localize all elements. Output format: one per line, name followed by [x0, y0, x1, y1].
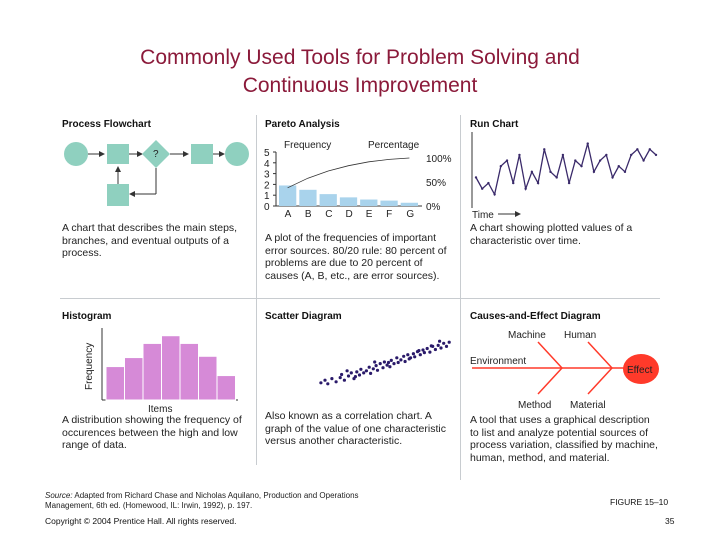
run-chart-point [562, 154, 564, 156]
scatter-point [372, 367, 375, 370]
flowchart-end-node [225, 142, 249, 166]
pareto-cumulative-line [288, 158, 410, 188]
pareto-title: Pareto Analysis [265, 119, 340, 130]
scatter-point [335, 380, 338, 383]
cause-material-label: Material [570, 400, 606, 411]
histogram-bar [106, 367, 125, 400]
pareto-bar [401, 203, 418, 206]
run-chart-point [642, 159, 644, 161]
histogram-bar [143, 343, 162, 400]
scatter-point [419, 353, 422, 356]
cause-environment-label: Environment [470, 356, 527, 367]
run-chart-point [487, 182, 489, 184]
cause-human-bone [588, 342, 612, 368]
scatter-point [359, 368, 362, 371]
scatter-point [412, 352, 415, 355]
flowchart-process-step [191, 144, 213, 164]
pareto-percentage-tick: 50% [426, 178, 447, 189]
run-chart-point [481, 188, 483, 190]
slide-title-line-1: Commonly Used Tools for Problem Solving and [140, 46, 580, 69]
histogram-bar [180, 343, 199, 400]
scatter-point [434, 348, 437, 351]
pareto-y-tick: 5 [264, 148, 270, 159]
run-chart-point [500, 165, 502, 167]
run-chart-point [624, 171, 626, 173]
pareto-description: A plot of the frequencies of important error sources. 80/20 rule: 80 percent of problems are due to 20 percent of causes (A, B, etc., are error sources). [265, 232, 447, 282]
pareto-category-label: G [406, 209, 415, 220]
scatter-point [339, 376, 342, 379]
histogram-y-label: Frequency [84, 342, 95, 390]
pareto-bar [299, 190, 316, 206]
scatter-point [379, 362, 382, 365]
scatter-point [319, 381, 322, 384]
pareto-chart [262, 134, 458, 220]
scatter-point [346, 369, 349, 372]
run-chart-title: Run Chart [470, 119, 519, 130]
scatter-description: Also known as a correlation chart. A graph of the value of one characteristic versus another characteristic. [265, 410, 446, 447]
run-chart-point [574, 159, 576, 161]
scatter-point [343, 379, 346, 382]
pareto-category-label: D [345, 209, 353, 220]
pareto-percentage-tick: 0% [426, 202, 441, 213]
scatter-point [350, 371, 353, 374]
scatter-point [347, 374, 350, 377]
run-chart-point [636, 148, 638, 150]
scatter-point [355, 370, 358, 373]
cause-machine-bone [538, 342, 562, 368]
pareto-category-label: C [325, 209, 333, 220]
slide-title-line-2: Continuous Improvement [242, 74, 478, 97]
run-chart-point [524, 188, 526, 190]
scatter-point [365, 369, 368, 372]
scatter-point [404, 360, 407, 363]
pareto-bar [380, 201, 397, 206]
scatter-point [402, 355, 405, 358]
run-chart-point [537, 182, 539, 184]
run-chart-time-label: Time [472, 210, 494, 221]
histogram-title: Histogram [62, 311, 112, 322]
run-chart-point [655, 154, 657, 156]
scatter-point [439, 346, 442, 349]
scatter-point [323, 379, 326, 382]
scatter-point [387, 361, 390, 364]
cause-effect-diagram [468, 322, 662, 416]
scatter-point [383, 360, 386, 363]
run-chart-point [549, 171, 551, 173]
scatter-point [442, 342, 445, 345]
run-chart-point [518, 154, 520, 156]
scatter-point [438, 340, 441, 343]
scatter-point [428, 351, 431, 354]
pareto-category-label: A [284, 209, 292, 220]
run-chart-point [611, 176, 613, 178]
scatter-point [362, 371, 365, 374]
scatter-title: Scatter Diagram [265, 311, 342, 322]
scatter-point [373, 360, 376, 363]
pareto-frequency-label: Frequency [284, 140, 332, 151]
histogram-bar [162, 336, 181, 400]
scatter-point [413, 355, 416, 358]
pareto-bar [279, 185, 296, 206]
pareto-percentage-tick: 100% [426, 154, 452, 165]
histogram-bar [125, 358, 144, 400]
run-chart-point [649, 148, 651, 150]
run-chart-point [555, 176, 557, 178]
run-chart-point [475, 176, 477, 178]
scatter-point [406, 353, 409, 356]
histogram-bar [199, 356, 218, 400]
scatter-point [326, 382, 329, 385]
pareto-category-label: B [304, 209, 312, 220]
run-chart-point [531, 171, 533, 173]
pareto-category-label: F [386, 209, 393, 220]
copyright: Copyright © 2004 Prentice Hall. All rights reserved. [45, 516, 237, 526]
run-chart-point [605, 154, 607, 156]
histogram-bar [217, 376, 236, 400]
scatter-point [395, 356, 398, 359]
pareto-y-tick: 3 [264, 169, 270, 181]
flowchart-decision-label: ? [153, 149, 159, 160]
run-chart-point [630, 154, 632, 156]
slide-title [60, 44, 660, 100]
scatter-point [390, 359, 393, 362]
cause-effect-title: Causes-and-Effect Diagram [470, 311, 601, 322]
flowchart-process-step [107, 144, 129, 164]
histogram-chart [62, 322, 252, 414]
scatter-point [340, 373, 343, 376]
source-label: Source: [45, 491, 73, 500]
scatter-point [376, 369, 379, 372]
scatter-point [358, 373, 361, 376]
pareto-category-label: E [365, 209, 373, 220]
flowchart-figure [60, 132, 252, 212]
scatter-point [417, 349, 420, 352]
scatter-point [388, 365, 391, 368]
pareto-percentage-label: Percentage [368, 140, 420, 151]
pareto-y-tick: 1 [264, 191, 270, 203]
scatter-point [430, 344, 433, 347]
pareto-y-tick: 2 [264, 180, 270, 192]
run-chart-point [512, 182, 514, 184]
pareto-bar [340, 197, 357, 206]
scatter-point [423, 351, 426, 354]
cause-method-label: Method [518, 400, 552, 411]
pareto-y-tick: 0 [264, 202, 270, 213]
cause-human-label: Human [564, 330, 597, 341]
scatter-point [445, 345, 448, 348]
run-chart-point [493, 193, 495, 195]
grid-divider [60, 298, 660, 299]
run-chart-series-line [476, 144, 656, 195]
pareto-y-tick: 4 [264, 158, 270, 170]
source-text: Adapted from Richard Chase and Nicholas Aquilano, Production and Operations Management, 6th ed. (Homewood, IL: Irwin, 1992), p. 197. [45, 491, 359, 510]
flowchart-title: Process Flowchart [62, 119, 151, 130]
histogram-x-label: Items [148, 404, 173, 414]
run-chart-point [568, 182, 570, 184]
run-chart [468, 128, 660, 222]
scatter-point [437, 344, 440, 347]
scatter-point [375, 364, 378, 367]
grid-divider [256, 115, 257, 465]
run-chart-point [593, 171, 595, 173]
page-number: 35 [665, 516, 675, 526]
figure-label: FIGURE 15–10 [610, 497, 669, 507]
scatter-point [448, 341, 451, 344]
scatter-point [330, 377, 333, 380]
effect-label: Effect [627, 365, 653, 376]
run-chart-point [580, 165, 582, 167]
scatter-point [426, 347, 429, 350]
scatter-point [369, 372, 372, 375]
cause-material-bone [588, 368, 612, 394]
cause-machine-label: Machine [508, 330, 546, 341]
scatter-point [368, 366, 371, 369]
flowchart-loop-step [107, 184, 129, 206]
run-chart-description: A chart showing plotted values of a characteristic over time. [470, 222, 633, 247]
source-citation [45, 491, 365, 511]
run-chart-point [618, 165, 620, 167]
scatter-point [392, 362, 395, 365]
scatter-chart [262, 322, 458, 406]
scatter-point [399, 358, 402, 361]
histogram-description: A distribution showing the frequency of occurences between the high and low range of data. [62, 414, 242, 451]
scatter-point [354, 375, 357, 378]
pareto-bar [320, 194, 337, 206]
flowchart-start-node [64, 142, 88, 166]
run-chart-point [543, 148, 545, 150]
cause-method-bone [538, 368, 562, 394]
run-chart-point [599, 159, 601, 161]
scatter-point [381, 366, 384, 369]
cause-effect-description: A tool that uses a graphical description to list and analyze potential sources of process variation, classified by machine, human, method, and material. [470, 414, 658, 464]
run-chart-point [587, 142, 589, 144]
pareto-bar [360, 200, 377, 206]
scatter-point [397, 361, 400, 364]
scatter-point [408, 357, 411, 360]
flowchart-description: A chart that describes the main steps, branches, and eventual outputs of a process. [62, 222, 238, 259]
run-chart-point [506, 159, 508, 161]
